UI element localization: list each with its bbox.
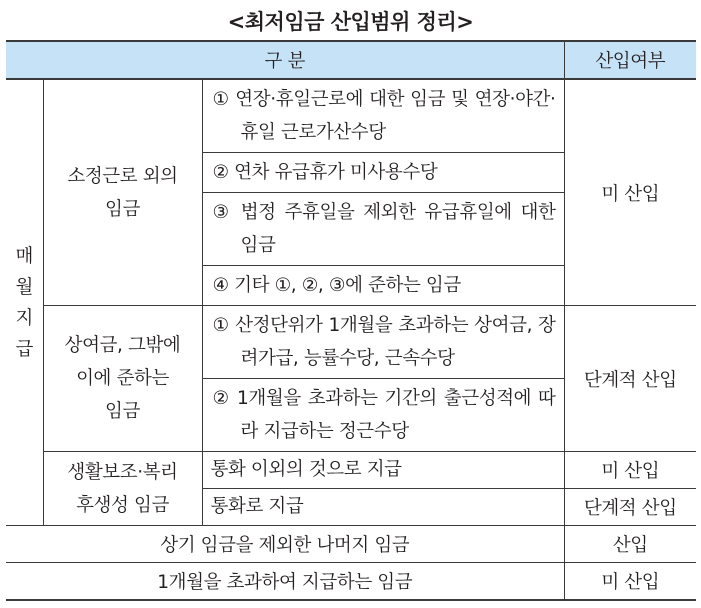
- list-item: ② 연차 유급휴가 미사용수당: [202, 153, 564, 193]
- list-item: ③ 법정 주휴일을 제외한 유급휴일에 대한 임금: [202, 193, 564, 266]
- list-item: ② 1개월을 초과하는 기간의 출근성적에 따라 지급하는 정근수당: [202, 379, 564, 452]
- group-label: 생활보조·복리 후생성 임금: [43, 452, 202, 526]
- list-item: ④ 기타 ①, ②, ③에 준하는 임금: [202, 266, 564, 306]
- table-row: [6, 306, 696, 379]
- table-row: [6, 563, 696, 601]
- status-cell: 미 산입: [564, 79, 696, 306]
- status-cell: 미 산입: [564, 563, 696, 601]
- header-category: 구 분: [6, 41, 564, 79]
- list-item: ① 연장·휴일근로에 대한 임금 및 연장·야간·휴일 근로가산수당: [202, 79, 564, 153]
- table-row: [6, 452, 696, 489]
- list-item: ① 산정단위가 1개월을 초과하는 상여금, 장려가급, 능률수당, 근속수당: [202, 306, 564, 379]
- list-item: 통화로 지급: [202, 489, 564, 526]
- header-inclusion: 산입여부: [564, 41, 696, 79]
- list-item: 통화 이외의 것으로 지급: [202, 452, 564, 489]
- status-cell: 산입: [564, 526, 696, 563]
- table-row: [6, 526, 696, 563]
- status-cell: 단계적 산입: [564, 489, 696, 526]
- table-title: <최저임금 산입범위 정리>: [227, 10, 474, 34]
- row-description: 1개월을 초과하여 지급하는 임금: [6, 563, 564, 601]
- table-row: [6, 79, 696, 153]
- group-label: 소정근로 외의 임금: [43, 79, 202, 306]
- monthly-payment-label: 매 월 지 급: [6, 79, 43, 526]
- status-cell: 미 산입: [564, 452, 696, 489]
- group-label: 상여금, 그밖에 이에 준하는 임금: [43, 306, 202, 452]
- row-description: 상기 임금을 제외한 나머지 임금: [6, 526, 564, 563]
- status-cell: 단계적 산입: [564, 306, 696, 452]
- header-row: [6, 41, 696, 79]
- minimum-wage-inclusion-table: [6, 40, 696, 601]
